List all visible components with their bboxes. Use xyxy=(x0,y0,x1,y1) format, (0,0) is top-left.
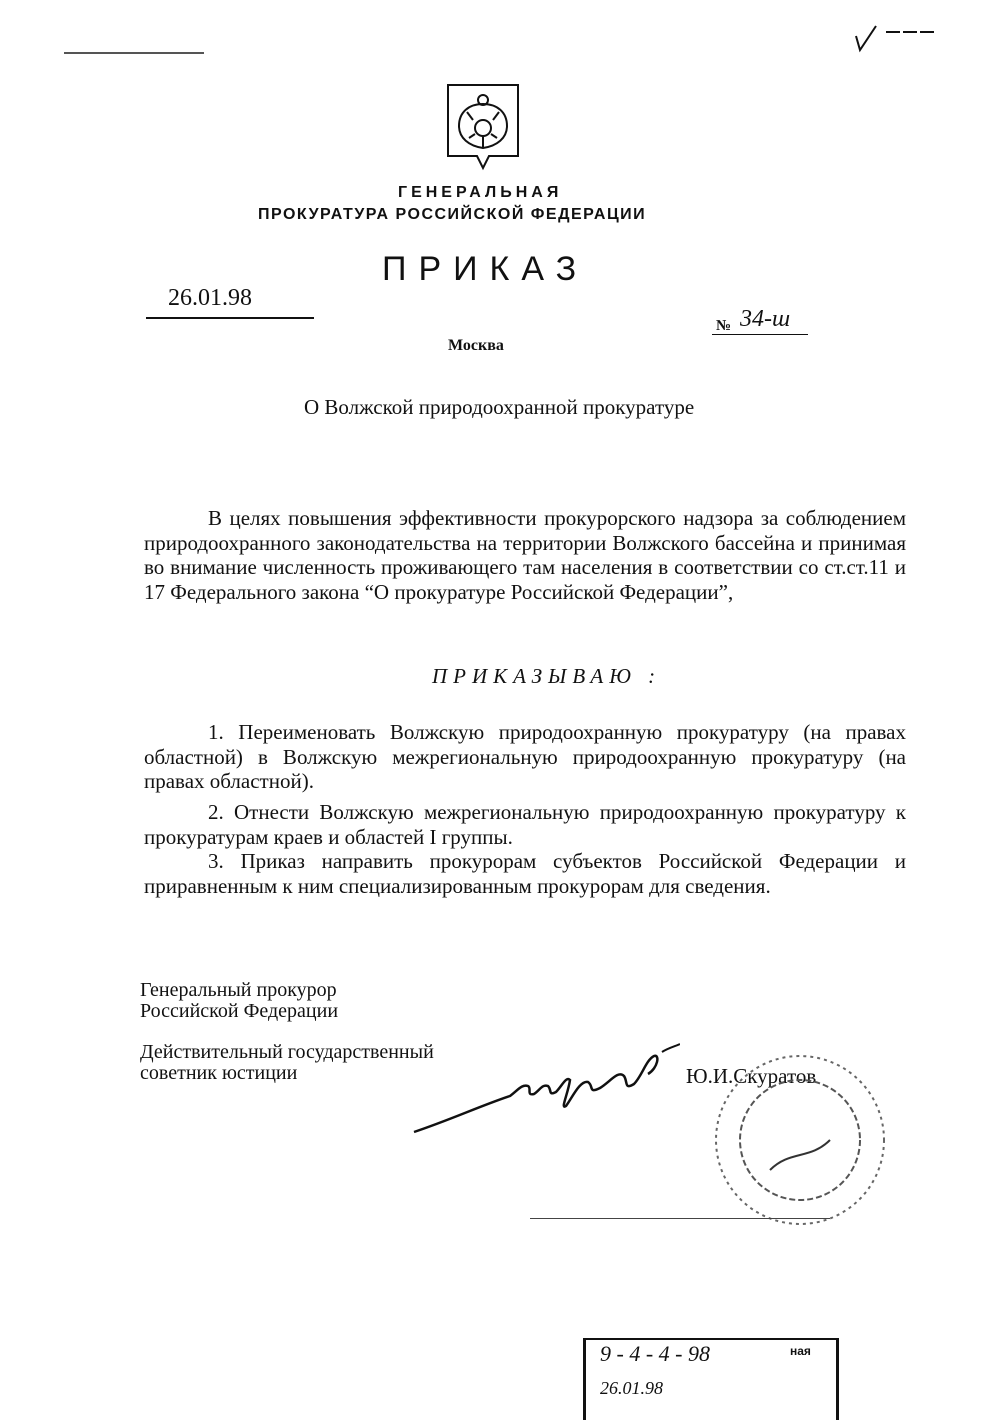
order-item-text: 1. Переименовать Волжскую природоохранную прокуратуру (на правах областной) в Волжскую межрегиональную природоохранную прокуратуру (на правах областной). xyxy=(144,720,906,793)
preamble xyxy=(144,506,906,604)
position-line-2: Российской Федерации xyxy=(140,1000,339,1022)
city: Москва xyxy=(448,337,504,354)
organization-line-1: ГЕНЕРАЛЬНАЯ xyxy=(398,184,563,201)
order-item-2 xyxy=(144,800,906,849)
number-prefix: № xyxy=(716,318,732,334)
signature-underline xyxy=(530,1218,830,1219)
document-date: 26.01.98 xyxy=(168,285,252,311)
document-type: ПРИКАЗ xyxy=(382,250,589,288)
date-underline xyxy=(146,317,314,319)
order-item-text: 2. Отнести Волжскую межрегиональную природоохранную прокуратуру к прокуратурам краев и областей I группы. xyxy=(144,800,906,849)
order-word: ПРИКАЗЫВАЮ : xyxy=(432,664,662,688)
signer-rank xyxy=(140,1042,434,1084)
rank-line-1: Действительный государственный xyxy=(140,1041,434,1063)
rank-line-2: советник юстиции xyxy=(140,1062,298,1084)
document-number: 34-ш xyxy=(740,306,791,332)
official-seal-stamp xyxy=(700,1040,900,1230)
registration-date: 26.01.98 xyxy=(600,1378,663,1398)
handwritten-signature xyxy=(410,1040,680,1140)
registration-number: 9 - 4 - 4 - 98 xyxy=(600,1341,710,1366)
scan-artifact xyxy=(64,52,204,54)
number-underline xyxy=(712,334,808,335)
organization-line-2: ПРОКУРАТУРА РОССИЙСКОЙ ФЕДЕРАЦИИ xyxy=(258,206,647,223)
preamble-text: В целях повышения эффективности прокурорского надзора за соблюдением природоохранного законодательства на территории Волжского бассейна и принимая во внимание численность проживающего там населения в соответствии со ст.ст.11 и 17 Федерального закона “О прокуратуре Российской Федерации”, xyxy=(144,506,906,604)
coat-of-arms-emblem xyxy=(445,82,521,172)
checkmark-icon xyxy=(848,18,948,58)
registration-label: ная xyxy=(790,1344,811,1358)
order-item-1 xyxy=(144,720,906,794)
document-subject: О Волжской природоохранной прокуратуре xyxy=(304,395,695,419)
position-line-1: Генеральный прокурор xyxy=(140,979,337,1001)
signer-name: Ю.И.Скуратов xyxy=(686,1064,817,1088)
signer-position xyxy=(140,980,338,1022)
order-item-text: 3. Приказ направить прокурорам субъектов Российской Федерации и приравненным к ним специализированным прокурорам для сведения. xyxy=(144,849,906,898)
order-item-3 xyxy=(144,849,906,898)
